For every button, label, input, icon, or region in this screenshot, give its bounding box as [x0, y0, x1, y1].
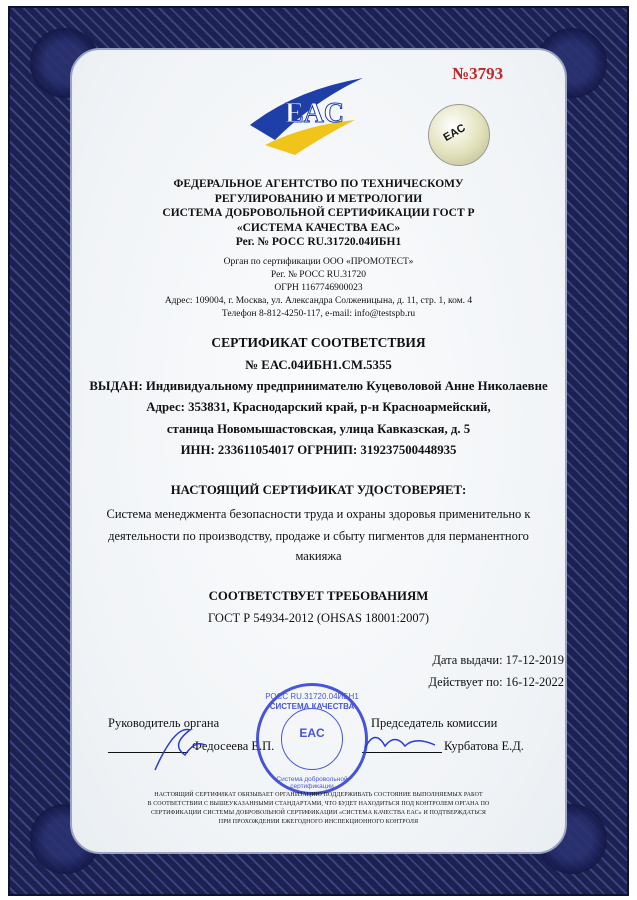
org-line: Телефон 8-812-4250-117, e-mail: info@testspb.ru — [221, 309, 416, 319]
valid-until: Действует по: 16-12-2022 — [428, 675, 564, 689]
certificate-number: № ЕАС.04ИБН1.СМ.5355 — [245, 358, 392, 372]
address-line: Адрес: 353831, Краснодарский край, р-н Красноармейский, — [146, 400, 491, 414]
certifies-line: Система менеджмента безопасности труда и охраны здоровья применительно к — [106, 507, 531, 521]
issued-to: ВЫДАН: Индивидуальному предпринимателю Куцеволовой Анне Николаевне — [89, 379, 548, 393]
svg-text:EAC: EAC — [285, 98, 345, 129]
sign-left-name: Федосеева Е.П. — [192, 739, 275, 753]
address-line: станица Новомышастовская, улица Кавказская, д. 5 — [166, 422, 471, 436]
footer-note: СЕРТИФИКАЦИИ СИСТЕМЫ ДОБРОВОЛЬНОЙ СЕРТИФИКАЦИИ «СИСТЕМА КАЧЕСТВА ЕАС» И ПОДТВЕРЖДАТЬСЯ — [150, 810, 487, 816]
header-line: СИСТЕМА ДОБРОВОЛЬНОЙ СЕРТИФИКАЦИИ ГОСТ Р — [162, 207, 475, 219]
footer-note: ПРИ ПРОХОЖДЕНИИ ЕЖЕГОДНОГО ИНСПЕКЦИОННОГО КОНТРОЛЯ — [218, 819, 419, 825]
official-stamp: РОСС RU.31720.04ИБН1 СИСТЕМА КАЧЕСТВА EAC Система добровольной сертификации — [256, 683, 368, 795]
certificate-serial: №3793 — [452, 64, 504, 83]
footer-note: В СООТВЕТСТВИИ С ВЫШЕУКАЗАННЫМИ СТАНДАРТАМИ, ЧТО БУДЕТ НАХОДИТЬСЯ ПОД КОНТРОЛЕМ ОРГАНА ПО — [147, 801, 490, 807]
header-line: «СИСТЕМА КАЧЕСТВА ЕАС» — [236, 222, 401, 234]
certifies-line: деятельности по производству, продаже и сбыту пигментов для перманентного — [108, 529, 529, 543]
org-line: Адрес: 109004, г. Москва, ул. Александра Солженицына, д. 11, стр. 1, ком. 4 — [164, 296, 473, 306]
certifies-line: макияжа — [295, 549, 342, 563]
complies-title: СООТВЕТСТВУЕТ ТРЕБОВАНИЯМ — [208, 589, 429, 603]
signature-right — [360, 728, 440, 758]
signature-left — [150, 715, 210, 775]
eac-logo-icon — [245, 70, 365, 155]
certificate-title: СЕРТИФИКАТ СООТВЕТСТВИЯ — [211, 335, 426, 350]
sign-right-title: Председатель комиссии — [371, 716, 498, 730]
standard: ГОСТ Р 54934-2012 (OHSAS 18001:2007) — [208, 611, 429, 625]
sign-left-title: Руководитель органа — [108, 716, 220, 730]
issue-date: Дата выдачи: 17-12-2019 — [432, 653, 564, 667]
org-line: ОГРН 1167746900023 — [274, 283, 363, 293]
hologram-sticker: EAC — [428, 104, 490, 166]
sign-right-name: Курбатова Е.Д. — [444, 739, 524, 753]
certifies-title: НАСТОЯЩИЙ СЕРТИФИКАТ УДОСТОВЕРЯЕТ: — [170, 483, 467, 497]
org-line: Орган по сертификации ООО «ПРОМОТЕСТ» — [223, 257, 414, 267]
header-line: ФЕДЕРАЛЬНОЕ АГЕНТСТВО ПО ТЕХНИЧЕСКОМУ — [173, 178, 464, 190]
footer-note: НАСТОЯЩИЙ СЕРТИФИКАТ ОБЯЗЫВАЕТ ОРГАНИЗАЦИЮ ПОДДЕРЖИВАТЬ СОСТОЯНИЕ ВЫПОЛНЯЕМЫХ РАБОТ — [154, 792, 483, 798]
org-line: Рег. № РОСС RU.31720 — [270, 270, 367, 280]
header-line: РЕГУЛИРОВАНИЮ И МЕТРОЛОГИИ — [214, 193, 423, 205]
header-line: Рег. № РОСС RU.31720.04ИБН1 — [235, 236, 402, 248]
inn-ogrnip: ИНН: 233611054017 ОГРНИП: 319237500448935 — [180, 443, 457, 457]
